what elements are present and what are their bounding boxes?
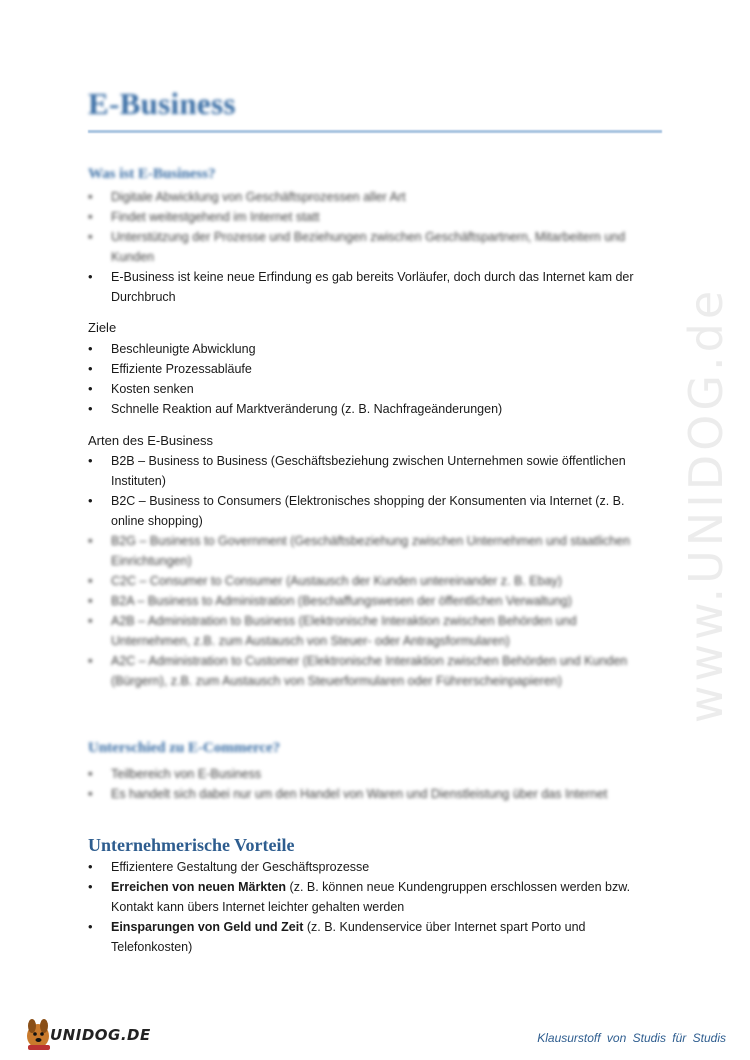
- list-item: • C2C – Consumer to Consumer (Austausch der Kunden untereinander z. B. Ebay): [88, 571, 648, 591]
- list-item-text: (z. B. können neue Kundengruppen erschlossen werden bzw. Kontakt kann übers Internet leichter gehalten werden: [111, 880, 631, 914]
- list-was-ist: [88, 187, 648, 307]
- list-item: • B2A – Business to Administration (Beschaffungswesen der öffentlichen Verwaltung): [88, 591, 648, 611]
- list-item: • E-Business ist keine neue Erfindung es gab bereits Vorläufer, doch durch das Internet kam der Durchbruch: [88, 267, 648, 307]
- list-item: • B2B – Business to Business (Geschäftsbeziehung zwischen Unternehmen sowie öffentlichen Instituten): [88, 451, 648, 491]
- list-unterschied: [88, 764, 648, 804]
- list-item-bold: Erreichen von neuen Märkten: [111, 880, 287, 894]
- list-item: • Unterstützung der Prozesse und Beziehungen zwischen Geschäftspartnern, Mitarbeitern und Kunden: [88, 227, 648, 267]
- list-item: • A2C – Administration to Customer (Elektronische Interaktion zwischen Behörden und Kunden (Bürgern), z.B. zum Austausch von Steuerformularen oder Führerscheinpapieren): [88, 651, 648, 691]
- list-item: • B2G – Business to Government (Geschäftsbeziehung zwischen Unternehmen und staatlichen Einrichtungen): [88, 531, 648, 571]
- footer-tagline: Klausurstoff von Studis für Studis: [537, 1031, 726, 1045]
- list-item: [88, 857, 648, 877]
- list-item: • Findet weitestgehend im Internet statt: [88, 207, 648, 227]
- list-ziele: [88, 339, 648, 419]
- list-item: [88, 877, 648, 917]
- list-item: • Beschleunigte Abwicklung: [88, 339, 648, 359]
- label-arten: Arten des E-Business: [88, 433, 214, 448]
- list-item: • Effiziente Prozessabläufe: [88, 359, 648, 379]
- list-item: [88, 917, 648, 957]
- section-heading-unterschied: Unterschied zu E-Commerce?: [88, 740, 281, 756]
- list-item-text: (z. B. Kundenservice über Internet spart Porto und Telefonkosten): [111, 920, 586, 954]
- logo-text: UNIDOG.DE: [50, 1026, 151, 1044]
- watermark: www.UNIDOG.de: [679, 286, 733, 724]
- section-heading-was-ist: Was ist E-Business?: [88, 166, 216, 182]
- list-arten: [88, 451, 648, 691]
- list-item-text: Effizientere Gestaltung der Geschäftsprozesse: [111, 860, 370, 874]
- list-item: • Es handelt sich dabei nur um den Handel von Waren und Dienstleistung über das Internet: [88, 784, 648, 804]
- list-item-bold: Einsparungen von Geld und Zeit: [111, 920, 304, 934]
- list-item: • Schnelle Reaktion auf Marktveränderung (z. B. Nachfrageänderungen): [88, 399, 648, 419]
- section-heading-vorteile: Unternehmerische Vorteile: [88, 835, 295, 855]
- title-underline: [88, 130, 662, 133]
- list-vorteile: [88, 857, 648, 957]
- label-ziele: Ziele: [88, 320, 117, 335]
- list-item: • Digitale Abwicklung von Geschäftsprozessen aller Art: [88, 187, 648, 207]
- list-item: • A2B – Administration to Business (Elektronische Interaktion zwischen Behörden und Unternehmen, z.B. zum Austausch von Steuer- oder Antragsformularen): [88, 611, 648, 651]
- list-item: • Teilbereich von E-Business: [88, 764, 648, 784]
- list-item: • Kosten senken: [88, 379, 648, 399]
- page-title: E-Business: [88, 86, 236, 121]
- list-item: • B2C – Business to Consumers (Elektronisches shopping der Konsumenten via Internet (z. B. online shopping): [88, 491, 648, 531]
